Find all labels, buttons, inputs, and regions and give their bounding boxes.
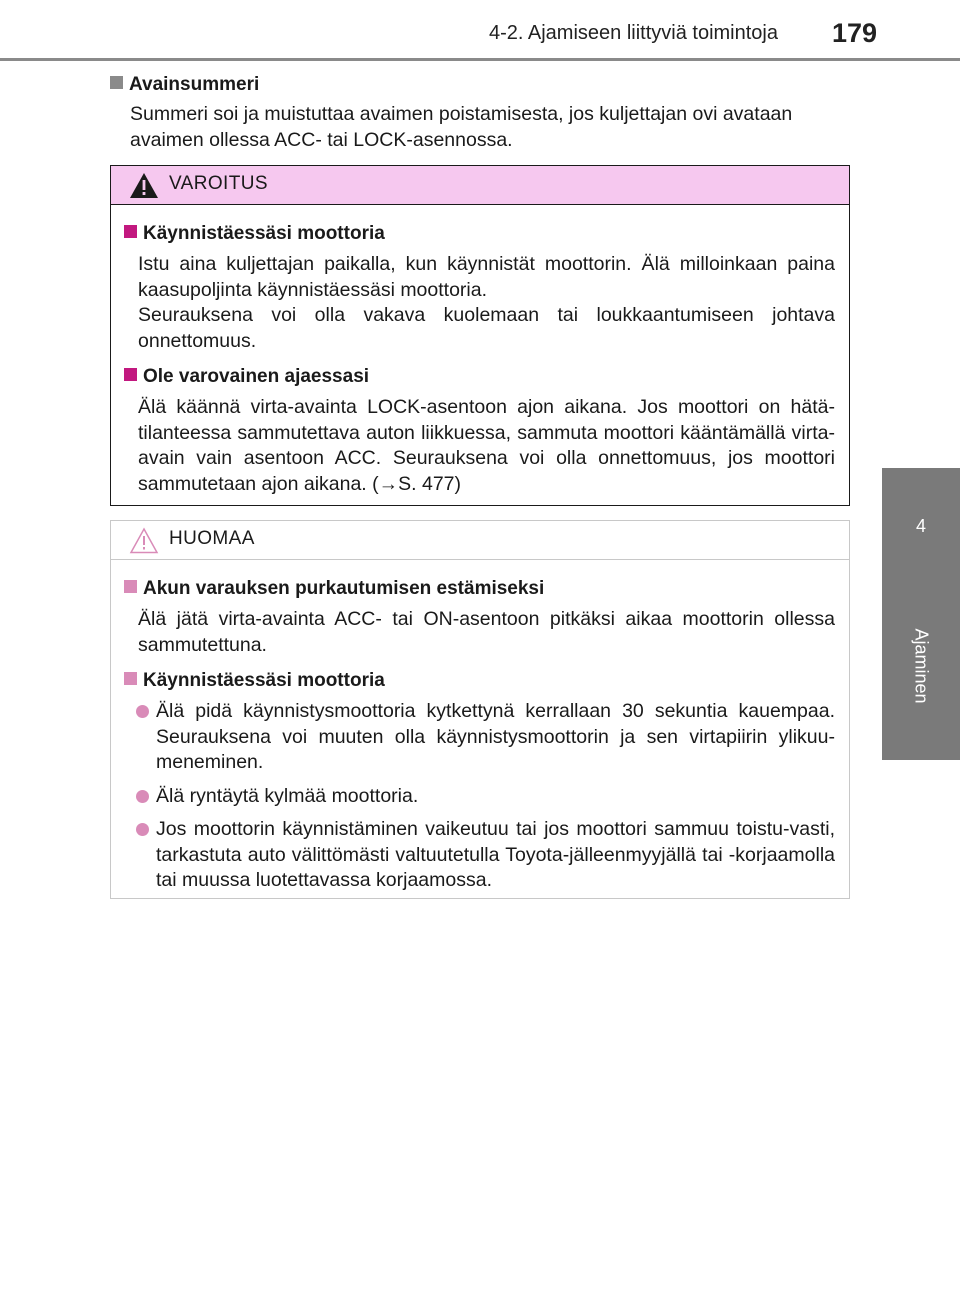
list-item	[136, 817, 835, 894]
warning-text-1: Istu aina kuljettajan paikalla, kun käynnistät moottorin. Älä milloinkaan paina kaasupoljinta käynnistäessäsi moottoria.	[138, 253, 835, 301]
notice-heading-1-text: Akun varauksen purkautumisen estämiseksi	[143, 578, 545, 599]
intro-section	[110, 72, 850, 153]
notice-heading-2-text: Käynnistäessäsi moottoria	[143, 670, 385, 691]
list-item-text: Älä pidä käynnistysmoottoria kytkettynä kerrallaan 30 sekuntia kauempaa. Seurauksena voi muuten olla käynnistysmoottorin ja sen virtapiirin ylikuu-meneminen.	[156, 700, 835, 773]
header-section-title: 4-2. Ajamiseen liittyviä toimintoja	[488, 22, 778, 44]
intro-text: Summeri soi ja muistuttaa avaimen poistamisesta, jos kuljettajan ovi avataan avaimen ollessa ACC- tai LOCK-asennossa.	[130, 103, 793, 151]
round-bullet-icon	[136, 784, 156, 810]
warning-body	[111, 205, 849, 497]
square-bullet-icon	[124, 580, 137, 593]
warning-text-2: Älä käännä virta-avainta LOCK-asentoon ajon aikana. Jos moottori on hätä-tilanteessa sammutettava auton liikkuessa, sammuta moottori kääntämällä virta-avain vain asentoon ACC. Seurauksena voi olla onnettomuus, jos moottori sammutetaan ajon aikana. (→S. 477)	[138, 396, 835, 495]
warning-heading-1-text: Käynnistäessäsi moottoria	[143, 223, 385, 244]
square-bullet-icon	[124, 368, 137, 381]
round-bullet-icon	[136, 699, 156, 776]
warning-triangle-icon	[129, 172, 159, 199]
chapter-side-tab[interactable]	[882, 468, 960, 760]
notice-heading-2	[124, 668, 835, 693]
warning-title: VAROITUS	[169, 173, 268, 194]
warning-header	[111, 166, 849, 205]
list-item	[136, 784, 835, 810]
notice-body	[111, 560, 849, 894]
warning-text-1b: Seurauksena voi olla vakava kuolemaan tai loukkaantumiseen johtava onnettomuus.	[138, 304, 835, 352]
caution-triangle-outline-icon	[129, 527, 159, 554]
chapter-label-text: Ajaminen	[911, 628, 932, 704]
chapter-label	[904, 586, 938, 746]
intro-heading	[110, 72, 850, 97]
square-bullet-icon	[110, 76, 123, 89]
warning-heading-1	[124, 221, 835, 246]
warning-box	[110, 165, 850, 506]
list-item-text: Älä ryntäytä kylmää moottoria.	[156, 784, 419, 807]
notice-box	[110, 520, 850, 899]
square-bullet-icon	[124, 672, 137, 685]
round-bullet-icon	[136, 817, 156, 894]
header-divider	[0, 58, 960, 61]
list-item-text: Jos moottorin käynnistäminen vaikeutuu tai jos moottori sammuu toistu-vasti, tarkastuta auto välittömästi valtuutetulla Toyota-jälleenmyyjällä tai -korjaamolla tai muussa luotettavassa korjaamossa.	[156, 818, 835, 891]
notice-title: HUOMAA	[169, 528, 255, 549]
notice-heading-1	[124, 576, 835, 601]
list-item	[136, 699, 835, 776]
intro-heading-text: Avainsummeri	[129, 74, 260, 95]
square-bullet-icon	[124, 225, 137, 238]
notice-header	[111, 521, 849, 560]
notice-text-1: Älä jätä virta-avainta ACC- tai ON-asentoon pitkäksi aikaa moottorin ollessa sammutettuna.	[138, 608, 835, 656]
warning-heading-2	[124, 364, 835, 389]
chapter-number: 4	[915, 516, 926, 536]
page-number: 179	[832, 18, 878, 48]
warning-heading-2-text: Ole varovainen ajaessasi	[143, 366, 370, 387]
